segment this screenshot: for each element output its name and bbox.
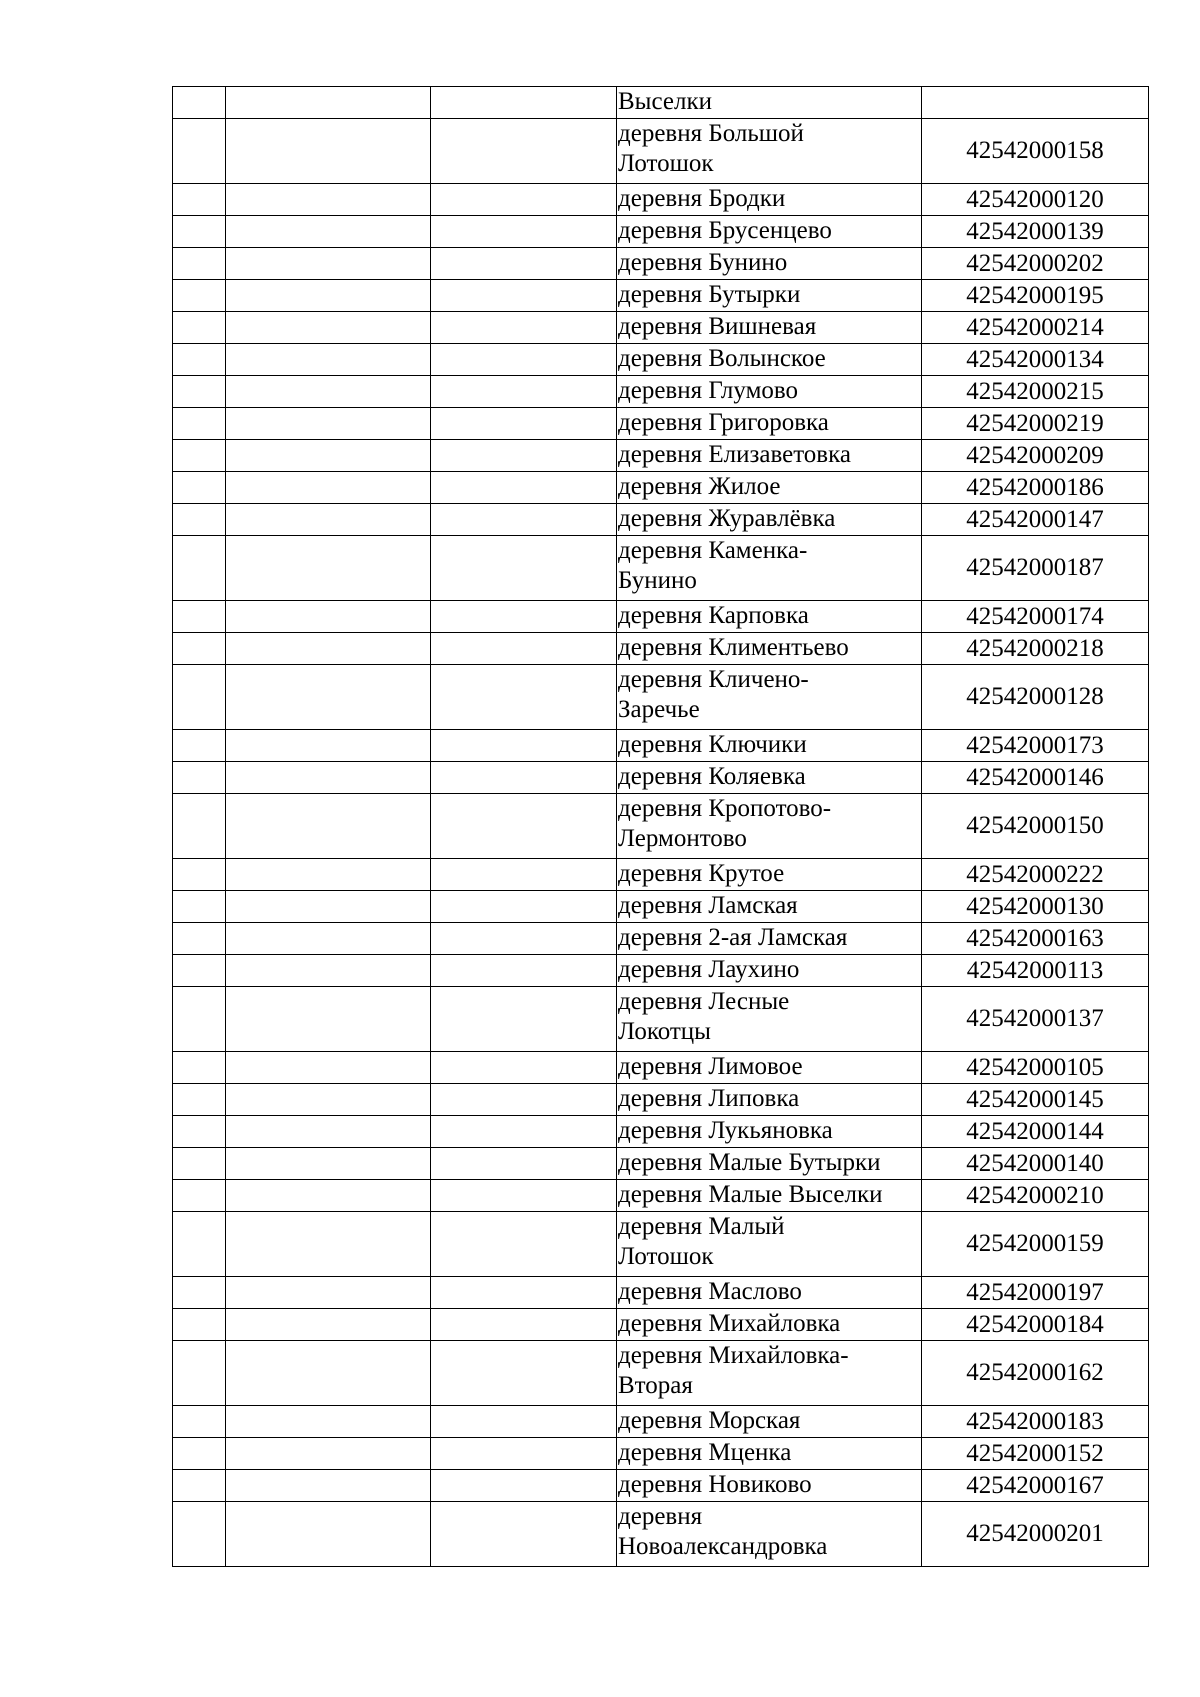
settlement-name-cell: деревня Бунино	[617, 248, 922, 280]
number-cell	[173, 859, 226, 891]
table-row	[173, 665, 1149, 730]
settlement-name-cell: деревня Елизаветовка	[617, 440, 922, 472]
empty-cell	[431, 794, 617, 859]
oktmo-code-cell: 42542000187	[922, 536, 1149, 601]
settlement-name-cell: деревня Каменка- Бунино	[617, 536, 922, 601]
settlement-name-cell: деревня Бутырки	[617, 280, 922, 312]
empty-cell	[431, 536, 617, 601]
table-row	[173, 955, 1149, 987]
table-row	[173, 601, 1149, 633]
empty-cell	[226, 1470, 431, 1502]
settlement-name-cell: деревня Лимовое	[617, 1052, 922, 1084]
settlement-name-cell: деревня Кличено- Заречье	[617, 665, 922, 730]
number-cell	[173, 1502, 226, 1567]
table-row	[173, 762, 1149, 794]
table-row	[173, 87, 1149, 119]
table-row	[173, 1277, 1149, 1309]
oktmo-code-cell: 42542000140	[922, 1148, 1149, 1180]
oktmo-code-cell: 42542000139	[922, 216, 1149, 248]
empty-cell	[226, 1116, 431, 1148]
empty-cell	[226, 119, 431, 184]
empty-cell	[431, 762, 617, 794]
number-cell	[173, 536, 226, 601]
empty-cell	[431, 1084, 617, 1116]
settlement-name-cell: деревня Волынское	[617, 344, 922, 376]
empty-cell	[226, 923, 431, 955]
settlement-name-cell: деревня Малые Бутырки	[617, 1148, 922, 1180]
table-row	[173, 216, 1149, 248]
empty-cell	[226, 1212, 431, 1277]
table-row	[173, 1341, 1149, 1406]
empty-cell	[226, 312, 431, 344]
settlement-name-cell: деревня Коляевка	[617, 762, 922, 794]
settlement-name-cell: деревня Жилое	[617, 472, 922, 504]
number-cell	[173, 87, 226, 119]
number-cell	[173, 1470, 226, 1502]
number-cell	[173, 1148, 226, 1180]
number-cell	[173, 923, 226, 955]
empty-cell	[226, 1052, 431, 1084]
oktmo-code-cell: 42542000163	[922, 923, 1149, 955]
empty-cell	[431, 987, 617, 1052]
table-body	[173, 87, 1149, 1567]
oktmo-code-cell: 42542000186	[922, 472, 1149, 504]
table-row	[173, 119, 1149, 184]
number-cell	[173, 248, 226, 280]
empty-cell	[431, 1116, 617, 1148]
empty-cell	[226, 633, 431, 665]
oktmo-code-cell: 42542000209	[922, 440, 1149, 472]
oktmo-code-cell: 42542000150	[922, 794, 1149, 859]
number-cell	[173, 762, 226, 794]
settlement-name-cell: деревня Лаухино	[617, 955, 922, 987]
oktmo-code-cell: 42542000167	[922, 1470, 1149, 1502]
number-cell	[173, 794, 226, 859]
number-cell	[173, 280, 226, 312]
number-cell	[173, 1180, 226, 1212]
number-cell	[173, 633, 226, 665]
settlement-name-cell: деревня Ламская	[617, 891, 922, 923]
empty-cell	[431, 472, 617, 504]
number-cell	[173, 1052, 226, 1084]
table-row	[173, 794, 1149, 859]
empty-cell	[431, 248, 617, 280]
oktmo-code-cell: 42542000113	[922, 955, 1149, 987]
oktmo-code-cell: 42542000174	[922, 601, 1149, 633]
empty-cell	[226, 891, 431, 923]
table-row	[173, 891, 1149, 923]
empty-cell	[431, 119, 617, 184]
oktmo-code-cell: 42542000219	[922, 408, 1149, 440]
oktmo-code-cell: 42542000183	[922, 1406, 1149, 1438]
oktmo-code-cell: 42542000222	[922, 859, 1149, 891]
oktmo-code-cell: 42542000215	[922, 376, 1149, 408]
empty-cell	[431, 1341, 617, 1406]
empty-cell	[226, 248, 431, 280]
empty-cell	[226, 1148, 431, 1180]
oktmo-code-cell: 42542000173	[922, 730, 1149, 762]
empty-cell	[226, 440, 431, 472]
settlement-name-cell: деревня Мценка	[617, 1438, 922, 1470]
number-cell	[173, 665, 226, 730]
empty-cell	[431, 184, 617, 216]
oktmo-code-cell: 42542000201	[922, 1502, 1149, 1567]
table-row	[173, 1116, 1149, 1148]
number-cell	[173, 440, 226, 472]
empty-cell	[226, 987, 431, 1052]
oktmo-code-cell	[922, 87, 1149, 119]
oktmo-code-cell: 42542000210	[922, 1180, 1149, 1212]
table-row	[173, 504, 1149, 536]
settlements-table	[172, 86, 1149, 1567]
empty-cell	[431, 1470, 617, 1502]
settlement-name-cell: деревня Вишневая	[617, 312, 922, 344]
empty-cell	[431, 730, 617, 762]
empty-cell	[431, 216, 617, 248]
table-row	[173, 1502, 1149, 1567]
number-cell	[173, 376, 226, 408]
empty-cell	[431, 665, 617, 730]
empty-cell	[431, 344, 617, 376]
number-cell	[173, 601, 226, 633]
table-row	[173, 1148, 1149, 1180]
oktmo-code-cell: 42542000134	[922, 344, 1149, 376]
oktmo-code-cell: 42542000137	[922, 987, 1149, 1052]
settlement-name-cell: деревня Лукьяновка	[617, 1116, 922, 1148]
oktmo-code-cell: 42542000162	[922, 1341, 1149, 1406]
number-cell	[173, 1277, 226, 1309]
oktmo-code-cell: 42542000146	[922, 762, 1149, 794]
settlement-name-cell: деревня Малые Выселки	[617, 1180, 922, 1212]
table-row	[173, 1052, 1149, 1084]
settlement-name-cell: деревня Глумово	[617, 376, 922, 408]
settlement-name-cell: деревня Липовка	[617, 1084, 922, 1116]
number-cell	[173, 408, 226, 440]
oktmo-code-cell: 42542000105	[922, 1052, 1149, 1084]
empty-cell	[226, 1180, 431, 1212]
oktmo-code-cell: 42542000197	[922, 1277, 1149, 1309]
number-cell	[173, 1438, 226, 1470]
empty-cell	[226, 184, 431, 216]
empty-cell	[226, 665, 431, 730]
table-row	[173, 248, 1149, 280]
settlement-name-cell: деревня Крутое	[617, 859, 922, 891]
settlement-name-cell: деревня Григоровка	[617, 408, 922, 440]
empty-cell	[226, 1309, 431, 1341]
settlement-name-cell: деревня Карповка	[617, 601, 922, 633]
empty-cell	[431, 376, 617, 408]
empty-cell	[431, 1309, 617, 1341]
empty-cell	[431, 1052, 617, 1084]
settlement-name-cell: деревня Большой Лотошок	[617, 119, 922, 184]
empty-cell	[226, 762, 431, 794]
oktmo-code-cell: 42542000195	[922, 280, 1149, 312]
settlement-name-cell: деревня 2-ая Ламская	[617, 923, 922, 955]
empty-cell	[431, 87, 617, 119]
oktmo-code-cell: 42542000202	[922, 248, 1149, 280]
number-cell	[173, 216, 226, 248]
settlement-name-cell: деревня Лесные Локотцы	[617, 987, 922, 1052]
table-row	[173, 1309, 1149, 1341]
table-row	[173, 859, 1149, 891]
number-cell	[173, 1084, 226, 1116]
number-cell	[173, 504, 226, 536]
table-row	[173, 472, 1149, 504]
empty-cell	[226, 280, 431, 312]
empty-cell	[226, 859, 431, 891]
empty-cell	[431, 859, 617, 891]
empty-cell	[431, 633, 617, 665]
table-row	[173, 987, 1149, 1052]
empty-cell	[226, 1406, 431, 1438]
empty-cell	[226, 955, 431, 987]
settlement-name-cell: деревня Михайловка- Вторая	[617, 1341, 922, 1406]
empty-cell	[226, 472, 431, 504]
oktmo-code-cell: 42542000159	[922, 1212, 1149, 1277]
empty-cell	[431, 955, 617, 987]
table-row	[173, 923, 1149, 955]
table-row	[173, 1470, 1149, 1502]
number-cell	[173, 1406, 226, 1438]
table-row	[173, 376, 1149, 408]
empty-cell	[226, 408, 431, 440]
oktmo-code-cell: 42542000184	[922, 1309, 1149, 1341]
empty-cell	[431, 1212, 617, 1277]
settlement-name-cell: деревня Бродки	[617, 184, 922, 216]
settlement-name-cell: деревня Новоалександровка	[617, 1502, 922, 1567]
table-row	[173, 408, 1149, 440]
settlement-name-cell: Выселки	[617, 87, 922, 119]
empty-cell	[226, 376, 431, 408]
empty-cell	[431, 1502, 617, 1567]
settlement-name-cell: деревня Морская	[617, 1406, 922, 1438]
empty-cell	[226, 1084, 431, 1116]
settlement-name-cell: деревня Маслово	[617, 1277, 922, 1309]
table-row	[173, 1406, 1149, 1438]
settlement-name-cell: деревня Кропотово- Лермонтово	[617, 794, 922, 859]
settlement-name-cell: деревня Журавлёвка	[617, 504, 922, 536]
settlement-name-cell: деревня Новиково	[617, 1470, 922, 1502]
empty-cell	[431, 1277, 617, 1309]
number-cell	[173, 472, 226, 504]
number-cell	[173, 119, 226, 184]
empty-cell	[431, 1180, 617, 1212]
oktmo-code-cell: 42542000120	[922, 184, 1149, 216]
table-row	[173, 280, 1149, 312]
oktmo-code-cell: 42542000145	[922, 1084, 1149, 1116]
empty-cell	[226, 536, 431, 601]
empty-cell	[226, 1502, 431, 1567]
oktmo-code-cell: 42542000130	[922, 891, 1149, 923]
table-row	[173, 1438, 1149, 1470]
empty-cell	[226, 1438, 431, 1470]
table-row	[173, 440, 1149, 472]
table-row	[173, 536, 1149, 601]
empty-cell	[431, 1148, 617, 1180]
oktmo-code-cell: 42542000214	[922, 312, 1149, 344]
oktmo-code-cell: 42542000147	[922, 504, 1149, 536]
settlement-name-cell: деревня Малый Лотошок	[617, 1212, 922, 1277]
empty-cell	[226, 344, 431, 376]
table-row	[173, 184, 1149, 216]
oktmo-code-cell: 42542000144	[922, 1116, 1149, 1148]
empty-cell	[431, 891, 617, 923]
empty-cell	[226, 794, 431, 859]
table-row	[173, 633, 1149, 665]
number-cell	[173, 312, 226, 344]
oktmo-code-cell: 42542000152	[922, 1438, 1149, 1470]
number-cell	[173, 1341, 226, 1406]
settlement-name-cell: деревня Климентьево	[617, 633, 922, 665]
empty-cell	[431, 440, 617, 472]
settlement-name-cell: деревня Михайловка	[617, 1309, 922, 1341]
table-row	[173, 312, 1149, 344]
number-cell	[173, 891, 226, 923]
empty-cell	[226, 216, 431, 248]
number-cell	[173, 955, 226, 987]
oktmo-code-cell: 42542000158	[922, 119, 1149, 184]
empty-cell	[431, 280, 617, 312]
table-row	[173, 1180, 1149, 1212]
number-cell	[173, 344, 226, 376]
empty-cell	[431, 408, 617, 440]
table-row	[173, 730, 1149, 762]
empty-cell	[431, 923, 617, 955]
settlement-name-cell: деревня Ключики	[617, 730, 922, 762]
oktmo-code-cell: 42542000128	[922, 665, 1149, 730]
empty-cell	[431, 504, 617, 536]
empty-cell	[431, 1438, 617, 1470]
number-cell	[173, 1212, 226, 1277]
oktmo-code-cell: 42542000218	[922, 633, 1149, 665]
empty-cell	[431, 312, 617, 344]
empty-cell	[226, 504, 431, 536]
empty-cell	[431, 1406, 617, 1438]
empty-cell	[226, 730, 431, 762]
empty-cell	[226, 601, 431, 633]
number-cell	[173, 730, 226, 762]
table-row	[173, 1084, 1149, 1116]
number-cell	[173, 184, 226, 216]
table-row	[173, 344, 1149, 376]
empty-cell	[226, 1341, 431, 1406]
empty-cell	[226, 1277, 431, 1309]
empty-cell	[431, 601, 617, 633]
number-cell	[173, 1309, 226, 1341]
number-cell	[173, 1116, 226, 1148]
empty-cell	[226, 87, 431, 119]
table-row	[173, 1212, 1149, 1277]
settlement-name-cell: деревня Брусенцево	[617, 216, 922, 248]
number-cell	[173, 987, 226, 1052]
